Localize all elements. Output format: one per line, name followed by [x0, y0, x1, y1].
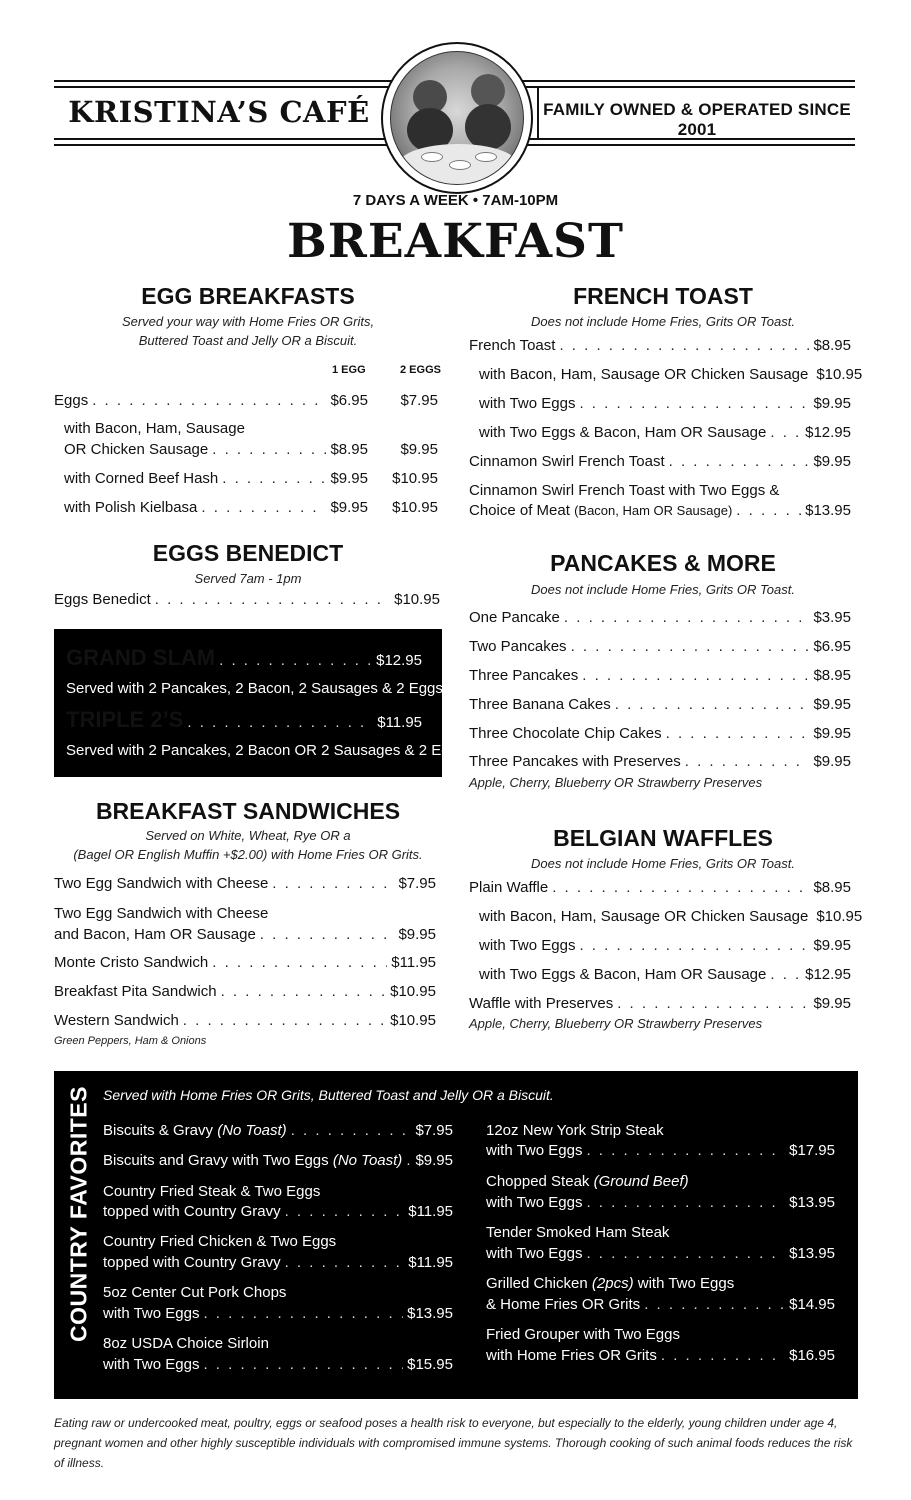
special-grand-slam: GRAND SLAM . . . $12.95	[66, 647, 422, 671]
menu-item: Eggs . . . $6.95 $7.95	[54, 390, 438, 411]
sandwiches-sub-2: (Bagel OR English Muffin +$2.00) with Home Fries OR Grits.	[73, 847, 423, 862]
menu-item-line: Country Fried Chicken & Two Eggs	[103, 1233, 337, 1250]
menu-item: with Two Eggs . . . $13.95	[103, 1303, 453, 1324]
menu-item: with Two Eggs & Bacon, Ham OR Sausage . . . $12.95	[479, 964, 851, 985]
special-triple-2s: TRIPLE 2’S . . . $11.95	[66, 709, 422, 733]
menu-item: Two Pancakes . . . $6.95	[469, 636, 851, 657]
waffles-preserves-note: Apple, Cherry, Blueberry OR Strawberry Preserves	[469, 1016, 763, 1031]
menu-item: with Two Eggs . . . $15.95	[103, 1354, 453, 1375]
menu-item: with Two Eggs & Bacon, Ham OR Sausage . . . $12.95	[479, 422, 851, 443]
eggs-benedict-sub: Served 7am - 1pm	[194, 571, 302, 586]
menu-item: Three Pancakes with Preserves . . . $9.95	[469, 751, 851, 772]
menu-item-line: with Bacon, Ham, Sausage	[64, 420, 245, 437]
menu-item: with Bacon, Ham, Sausage OR Chicken Sausage $10.95	[479, 908, 863, 925]
menu-item-line: 8oz USDA Choice Sirloin	[103, 1335, 269, 1352]
pancakes-sub: Does not include Home Fries, Grits OR Toast.	[531, 582, 795, 597]
menu-item: Biscuits and Gravy with Two Eggs (No Toast) . . . $9.95	[103, 1150, 453, 1171]
health-disclaimer: Eating raw or undercooked meat, poultry, eggs or seafood poses a health risk to everyone, but especially to the elderly, young children under age 4, pregnant women and other highly susceptible individuals with compromised immune systems. Thorough cooking of such animal foods reduces the risk of illness.	[54, 1416, 853, 1470]
menu-item-line: 12oz New York Strip Steak	[486, 1122, 664, 1139]
col-header-1-egg: 1 EGG	[332, 364, 366, 376]
hours: 7 DAYS A WEEK • 7AM-10PM	[352, 192, 559, 209]
menu-item: with Two Eggs . . . $9.95	[479, 393, 851, 414]
special-triple-2s-desc: Served with 2 Pancakes, 2 Bacon OR 2 Sausages & 2 Eggs	[66, 742, 466, 759]
eggs-benedict-title: EGGS BENEDICT	[152, 540, 344, 566]
menu-item: One Pancake . . . $3.95	[469, 607, 851, 628]
menu-item: with Two Eggs . . . $9.95	[479, 935, 851, 956]
menu-item-line: Fried Grouper with Two Eggs	[486, 1326, 680, 1343]
waffles-title: BELGIAN WAFFLES	[553, 825, 773, 851]
menu-item-line: Chopped Steak (Ground Beef)	[486, 1173, 689, 1190]
egg-breakfasts-sub-1: Served your way with Home Fries OR Grits,	[121, 314, 375, 329]
tagline: FAMILY OWNED & OPERATED SINCE 2001	[543, 100, 851, 139]
french-toast-title: FRENCH TOAST	[573, 283, 753, 309]
menu-item: Monte Cristo Sandwich . . . $11.95	[54, 952, 436, 973]
special-grand-slam-desc: Served with 2 Pancakes, 2 Bacon, 2 Sausages & 2 Eggs	[66, 680, 443, 697]
egg-breakfasts-title: EGG BREAKFASTS	[141, 283, 355, 309]
menu-item: Three Pancakes . . . $8.95	[469, 665, 851, 686]
menu-item: Waffle with Preserves . . . $9.95	[469, 993, 851, 1014]
country-favorites-sub: Served with Home Fries OR Grits, Buttered Toast and Jelly OR a Biscuit.	[103, 1087, 554, 1103]
menu-item-line: Tender Smoked Ham Steak	[486, 1224, 670, 1241]
menu-item: OR Chicken Sausage . . . $8.95 $9.95	[64, 439, 438, 460]
pancakes-preserves-note: Apple, Cherry, Blueberry OR Strawberry Preserves	[469, 775, 763, 790]
menu-item: Two Egg Sandwich with Cheese . . . $7.95	[54, 873, 436, 894]
menu-item: Breakfast Pita Sandwich . . . $10.95	[54, 981, 436, 1002]
menu-item: with Bacon, Ham, Sausage OR Chicken Sausage $10.95	[479, 366, 863, 383]
menu-item: Cinnamon Swirl French Toast . . . $9.95	[469, 451, 851, 472]
menu-item: with Two Eggs . . . $13.95	[486, 1243, 835, 1264]
menu-item: Biscuits & Gravy (No Toast) . . . $7.95	[103, 1120, 453, 1141]
menu-item: Choice of Meat (Bacon, Ham OR Sausage) . . . $13.95	[469, 500, 851, 521]
french-toast-sub: Does not include Home Fries, Grits OR Toast.	[531, 314, 795, 329]
country-favorites-side-title: COUNTRY FAVORITES	[65, 1086, 92, 1342]
menu-item: with Polish Kielbasa . . . $9.95 $10.95	[64, 497, 438, 518]
cafe-logo-photo	[381, 42, 533, 194]
pancakes-title: PANCAKES & MORE	[550, 550, 776, 576]
logo-photo-image	[390, 51, 524, 185]
menu-item-line: Grilled Chicken (2pcs) with Two Eggs	[486, 1275, 735, 1292]
menu-item: with Two Eggs . . . $17.95	[486, 1140, 835, 1161]
menu-item: with Corned Beef Hash . . . $9.95 $10.95	[64, 468, 438, 489]
menu-item: & Home Fries OR Grits . . . $14.95	[486, 1294, 835, 1315]
sandwiches-title: BREAKFAST SANDWICHES	[95, 798, 401, 824]
menu-item: Western Sandwich . . . $10.95	[54, 1010, 436, 1031]
western-sandwich-note: Green Peppers, Ham & Onions	[54, 1035, 207, 1047]
egg-breakfasts-sub-2: Buttered Toast and Jelly OR a Biscuit.	[138, 333, 358, 348]
menu-item: with Two Eggs . . . $13.95	[486, 1192, 835, 1213]
menu-item: with Home Fries OR Grits . . . $16.95	[486, 1345, 835, 1366]
menu-item: topped with Country Gravy . . . $11.95	[103, 1252, 453, 1273]
col-header-2-eggs: 2 EGGS	[400, 364, 441, 376]
menu-item: French Toast . . . $8.95	[469, 335, 851, 356]
cafe-name: KRISTINA’S CAFÉ	[68, 95, 370, 129]
sandwiches-sub-1: Served on White, Wheat, Rye OR a	[145, 828, 351, 843]
menu-item: and Bacon, Ham OR Sausage . . . $9.95	[54, 924, 436, 945]
menu-item-line: Cinnamon Swirl French Toast with Two Eggs &	[469, 482, 780, 499]
waffles-sub: Does not include Home Fries, Grits OR Toast.	[531, 856, 795, 871]
page-title: BREAKFAST	[287, 214, 624, 269]
menu-item: topped with Country Gravy . . . $11.95	[103, 1201, 453, 1222]
menu-item-line: 5oz Center Cut Pork Chops	[103, 1284, 287, 1301]
menu-item: Plain Waffle . . . $8.95	[469, 877, 851, 898]
menu-item-line: Country Fried Steak & Two Eggs	[103, 1183, 321, 1200]
menu-item-line: Two Egg Sandwich with Cheese	[54, 905, 269, 922]
menu-item: Three Banana Cakes . . . $9.95	[469, 694, 851, 715]
menu-item: Three Chocolate Chip Cakes . . . $9.95	[469, 723, 851, 744]
menu-item: Eggs Benedict . . . $10.95	[54, 589, 440, 610]
